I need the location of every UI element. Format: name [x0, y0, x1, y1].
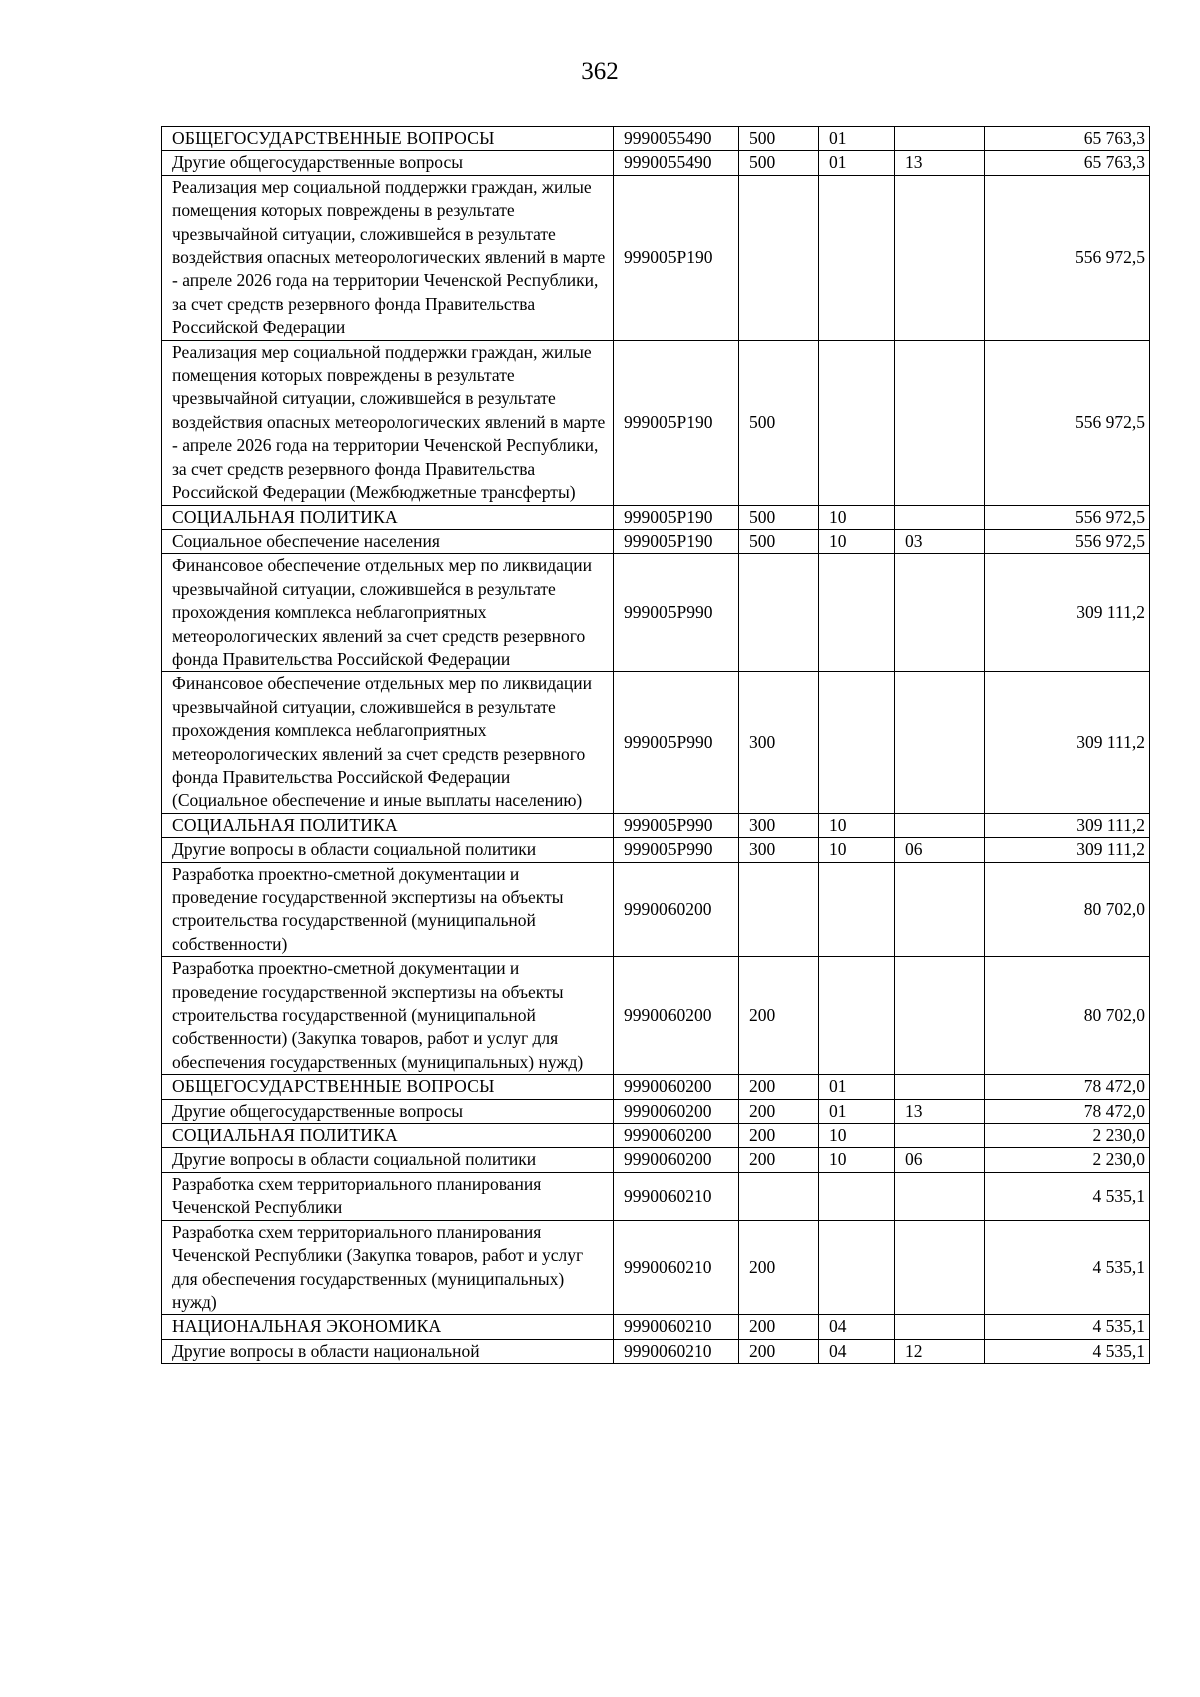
row-rz [819, 957, 895, 1075]
row-vr [739, 862, 819, 957]
row-amount: 4 535,1 [985, 1315, 1150, 1339]
row-amount: 556 972,5 [985, 505, 1150, 529]
row-pr [895, 1124, 985, 1148]
row-name: СОЦИАЛЬНАЯ ПОЛИТИКА [162, 1124, 614, 1148]
row-amount: 2 230,0 [985, 1124, 1150, 1148]
table-row [162, 862, 1150, 957]
row-code: 9990060200 [614, 862, 739, 957]
row-pr [895, 1172, 985, 1220]
row-name: Разработка проектно-сметной документации и проведение государственной экспертизы на объекты строительства государственной (муниципальной собственности) (Закупка товаров, работ и услуг для обеспечения государственных (муниципальных) нужд) [162, 957, 614, 1075]
table-row [162, 672, 1150, 813]
row-name: Финансовое обеспечение отдельных мер по ликвидации чрезвычайной ситуации, сложившейся в результате прохождения комплекса неблагоприятных метеорологических явлений за счет средств резервного фонда Правительства Российской Федерации (Социальное обеспечение и иные выплаты населению) [162, 672, 614, 813]
row-code: 999005Р990 [614, 813, 739, 837]
row-name: Другие вопросы в области социальной политики [162, 1148, 614, 1172]
table-row [162, 340, 1150, 505]
row-amount: 80 702,0 [985, 957, 1150, 1075]
row-vr [739, 1172, 819, 1220]
row-amount: 80 702,0 [985, 862, 1150, 957]
table-row [162, 1172, 1150, 1220]
row-vr: 300 [739, 672, 819, 813]
row-rz: 01 [819, 127, 895, 151]
row-code: 9990055490 [614, 151, 739, 175]
table-row [162, 554, 1150, 672]
row-pr [895, 672, 985, 813]
row-amount: 65 763,3 [985, 151, 1150, 175]
table-row [162, 1148, 1150, 1172]
row-pr [895, 1220, 985, 1315]
row-code: 9990060200 [614, 957, 739, 1075]
row-name: ОБЩЕГОСУДАРСТВЕННЫЕ ВОПРОСЫ [162, 127, 614, 151]
row-rz [819, 1172, 895, 1220]
row-vr: 200 [739, 1339, 819, 1363]
table-row [162, 838, 1150, 862]
row-pr: 06 [895, 1148, 985, 1172]
row-vr: 200 [739, 1075, 819, 1099]
page-number: 362 [581, 58, 619, 85]
row-code: 999005Р190 [614, 340, 739, 505]
row-name: Реализация мер социальной поддержки граждан, жилые помещения которых повреждены в результате чрезвычайной ситуации, сложившейся в результате воздействия опасных метеорологических явлений в марте - апреле 2026 года на территории Чеченской Республики, за счет средств резервного фонда Правительства Российской Федерации (Межбюджетные трансферты) [162, 340, 614, 505]
row-rz [819, 1220, 895, 1315]
table-row [162, 813, 1150, 837]
table-row [162, 1339, 1150, 1363]
table-row [162, 957, 1150, 1075]
table-row [162, 175, 1150, 340]
row-amount: 4 535,1 [985, 1220, 1150, 1315]
row-pr [895, 957, 985, 1075]
row-pr: 06 [895, 838, 985, 862]
row-amount: 556 972,5 [985, 529, 1150, 553]
row-code: 9990060210 [614, 1220, 739, 1315]
table-row [162, 529, 1150, 553]
row-vr [739, 554, 819, 672]
table-row [162, 1099, 1150, 1123]
row-amount: 309 111,2 [985, 838, 1150, 862]
row-amount: 309 111,2 [985, 554, 1150, 672]
row-name: Другие общегосударственные вопросы [162, 151, 614, 175]
row-name: Разработка схем территориального планирования Чеченской Республики [162, 1172, 614, 1220]
row-pr: 13 [895, 1099, 985, 1123]
row-vr: 200 [739, 1220, 819, 1315]
row-pr [895, 1315, 985, 1339]
row-code: 999005Р190 [614, 529, 739, 553]
row-pr [895, 1075, 985, 1099]
row-name: Другие вопросы в области национальной [162, 1339, 614, 1363]
row-amount: 4 535,1 [985, 1339, 1150, 1363]
row-name: Разработка схем территориального планирования Чеченской Республики (Закупка товаров, работ и услуг для обеспечения государственных (муниципальных) нужд) [162, 1220, 614, 1315]
row-rz [819, 862, 895, 957]
row-name: Другие вопросы в области социальной политики [162, 838, 614, 862]
row-code: 999005Р190 [614, 505, 739, 529]
table-row [162, 127, 1150, 151]
row-pr [895, 340, 985, 505]
row-rz [819, 672, 895, 813]
row-amount: 309 111,2 [985, 672, 1150, 813]
row-vr: 300 [739, 838, 819, 862]
row-code: 9990060200 [614, 1099, 739, 1123]
row-pr: 03 [895, 529, 985, 553]
row-rz [819, 175, 895, 340]
row-rz [819, 340, 895, 505]
row-vr: 500 [739, 151, 819, 175]
row-vr: 200 [739, 1099, 819, 1123]
table-row [162, 505, 1150, 529]
row-rz: 01 [819, 151, 895, 175]
row-name: СОЦИАЛЬНАЯ ПОЛИТИКА [162, 505, 614, 529]
row-pr [895, 175, 985, 340]
row-name: Реализация мер социальной поддержки граждан, жилые помещения которых повреждены в результате чрезвычайной ситуации, сложившейся в результате воздействия опасных метеорологических явлений в марте - апреле 2026 года на территории Чеченской Республики, за счет средств резервного фонда Правительства Российской Федерации [162, 175, 614, 340]
table-row [162, 1315, 1150, 1339]
table-row [162, 151, 1150, 175]
row-pr: 13 [895, 151, 985, 175]
row-rz: 04 [819, 1315, 895, 1339]
row-code: 999005Р990 [614, 838, 739, 862]
row-pr [895, 862, 985, 957]
table-row [162, 1124, 1150, 1148]
row-vr: 200 [739, 1124, 819, 1148]
row-vr [739, 175, 819, 340]
row-rz: 10 [819, 505, 895, 529]
row-name: ОБЩЕГОСУДАРСТВЕННЫЕ ВОПРОСЫ [162, 1075, 614, 1099]
row-pr [895, 127, 985, 151]
row-rz [819, 554, 895, 672]
budget-table [161, 126, 1150, 1364]
row-amount: 65 763,3 [985, 127, 1150, 151]
row-code: 999005Р190 [614, 175, 739, 340]
row-amount: 556 972,5 [985, 340, 1150, 505]
row-vr: 500 [739, 505, 819, 529]
row-rz: 01 [819, 1099, 895, 1123]
row-amount: 4 535,1 [985, 1172, 1150, 1220]
row-vr: 500 [739, 127, 819, 151]
row-pr [895, 505, 985, 529]
table-row [162, 1220, 1150, 1315]
row-rz: 01 [819, 1075, 895, 1099]
row-pr: 12 [895, 1339, 985, 1363]
row-code: 9990060200 [614, 1075, 739, 1099]
row-name: СОЦИАЛЬНАЯ ПОЛИТИКА [162, 813, 614, 837]
row-name: Другие общегосударственные вопросы [162, 1099, 614, 1123]
row-rz: 10 [819, 838, 895, 862]
row-vr: 200 [739, 957, 819, 1075]
row-vr: 300 [739, 813, 819, 837]
row-code: 9990060210 [614, 1315, 739, 1339]
row-amount: 309 111,2 [985, 813, 1150, 837]
row-code: 999005Р990 [614, 672, 739, 813]
row-code: 9990060210 [614, 1339, 739, 1363]
row-vr: 200 [739, 1315, 819, 1339]
row-amount: 556 972,5 [985, 175, 1150, 340]
row-pr [895, 813, 985, 837]
row-code: 9990060200 [614, 1148, 739, 1172]
row-amount: 2 230,0 [985, 1148, 1150, 1172]
row-vr: 200 [739, 1148, 819, 1172]
row-pr [895, 554, 985, 672]
row-code: 9990055490 [614, 127, 739, 151]
row-code: 9990060200 [614, 1124, 739, 1148]
row-code: 999005Р990 [614, 554, 739, 672]
row-rz: 04 [819, 1339, 895, 1363]
row-name: Социальное обеспечение населения [162, 529, 614, 553]
row-rz: 10 [819, 1124, 895, 1148]
row-vr: 500 [739, 529, 819, 553]
row-rz: 10 [819, 1148, 895, 1172]
row-rz: 10 [819, 813, 895, 837]
row-amount: 78 472,0 [985, 1099, 1150, 1123]
row-amount: 78 472,0 [985, 1075, 1150, 1099]
table-row [162, 1075, 1150, 1099]
row-code: 9990060210 [614, 1172, 739, 1220]
row-name: Разработка проектно-сметной документации и проведение государственной экспертизы на объекты строительства государственной (муниципальной собственности) [162, 862, 614, 957]
row-name: Финансовое обеспечение отдельных мер по ликвидации чрезвычайной ситуации, сложившейся в результате прохождения комплекса неблагоприятных метеорологических явлений за счет средств резервного фонда Правительства Российской Федерации [162, 554, 614, 672]
row-name: НАЦИОНАЛЬНАЯ ЭКОНОМИКА [162, 1315, 614, 1339]
row-rz: 10 [819, 529, 895, 553]
row-vr: 500 [739, 340, 819, 505]
